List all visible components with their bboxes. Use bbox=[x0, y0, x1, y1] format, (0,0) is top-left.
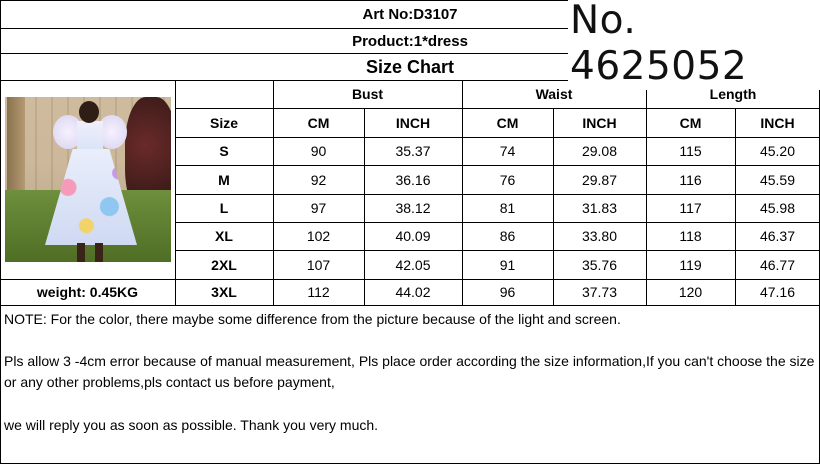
size-label: L bbox=[219, 200, 229, 216]
table-cell-waist-in: 33.80 bbox=[581, 228, 618, 244]
note-reply: we will reply you as soon as possible. Thank you very much. bbox=[4, 417, 379, 433]
table-cell-waist-in: 29.87 bbox=[581, 171, 618, 188]
table-cell-bust-cm: 92 bbox=[310, 171, 327, 188]
table-cell-length-cm: 117 bbox=[679, 200, 702, 216]
table-cell-waist-cm: 86 bbox=[499, 228, 516, 244]
table-cell-bust-cm: 112 bbox=[307, 284, 330, 300]
table-cell-waist-in: 29.08 bbox=[581, 143, 618, 159]
header-unit-cm: CM bbox=[679, 114, 702, 131]
table-cell-bust-cm: 107 bbox=[306, 256, 331, 273]
header-unit-inch: INCH bbox=[395, 114, 431, 131]
header-bust: Bust bbox=[351, 86, 384, 102]
product-description: Product:1*dress bbox=[352, 32, 468, 50]
product-photo bbox=[5, 97, 171, 262]
note-measurement: Pls allow 3 -4cm error because of manual measurement, Pls place order according the size information,If you can't choose the size or any other problems,pls contact us before payment, bbox=[4, 353, 815, 390]
table-cell-bust-in: 36.16 bbox=[395, 171, 431, 188]
table-cell-length-in: 46.77 bbox=[759, 256, 796, 273]
table-cell-bust-in: 40.09 bbox=[395, 228, 431, 244]
weight-label: weight: 0.45KG bbox=[36, 284, 139, 300]
table-cell-waist-cm: 96 bbox=[499, 284, 516, 300]
header-unit-inch: INCH bbox=[760, 114, 795, 131]
size-chart-title: Size Chart bbox=[365, 56, 455, 77]
header-unit-cm: CM bbox=[307, 114, 330, 131]
table-cell-bust-cm: 97 bbox=[310, 200, 327, 216]
header-length: Length bbox=[709, 86, 757, 102]
table-cell-waist-in: 31.83 bbox=[581, 200, 618, 216]
size-label: 3XL bbox=[211, 284, 237, 300]
table-cell-waist-cm: 76 bbox=[499, 171, 516, 188]
table-cell-length-cm: 116 bbox=[679, 171, 702, 188]
table-cell-bust-in: 44.02 bbox=[395, 284, 431, 300]
table-cell-waist-cm: 81 bbox=[499, 200, 516, 216]
table-cell-length-in: 45.59 bbox=[759, 171, 796, 188]
table-cell-length-cm: 115 bbox=[679, 143, 702, 159]
header-unit-inch: INCH bbox=[582, 114, 617, 131]
table-cell-waist-cm: 74 bbox=[499, 143, 516, 159]
header-waist: Waist bbox=[535, 86, 573, 102]
table-cell-bust-in: 38.12 bbox=[395, 200, 431, 216]
size-label: M bbox=[218, 171, 230, 188]
header-unit-cm: CM bbox=[496, 114, 519, 131]
table-cell-length-in: 46.37 bbox=[759, 228, 796, 244]
table-cell-waist-in: 37.73 bbox=[581, 284, 618, 300]
table-cell-length-cm: 119 bbox=[679, 256, 702, 273]
art-number: Art No:D3107 bbox=[362, 5, 458, 23]
table-cell-length-in: 45.98 bbox=[759, 200, 796, 216]
header-size: Size bbox=[209, 114, 238, 131]
size-label: XL bbox=[215, 228, 233, 244]
size-label: 2XL bbox=[211, 256, 237, 273]
table-cell-length-in: 45.20 bbox=[759, 143, 796, 159]
table-cell-waist-cm: 91 bbox=[499, 256, 516, 273]
table-cell-bust-cm: 90 bbox=[310, 143, 327, 159]
table-cell-waist-in: 35.76 bbox=[581, 256, 618, 273]
table-cell-length-in: 47.16 bbox=[759, 284, 796, 300]
size-label: S bbox=[219, 143, 229, 159]
table-cell-bust-in: 42.05 bbox=[395, 256, 431, 273]
table-cell-length-cm: 120 bbox=[678, 284, 703, 300]
table-cell-bust-cm: 102 bbox=[306, 228, 331, 244]
table-cell-length-cm: 118 bbox=[679, 228, 702, 244]
stamp-number: No. 4625052 bbox=[568, 0, 820, 90]
table-cell-bust-in: 35.37 bbox=[395, 143, 431, 159]
note-color: NOTE: For the color, there maybe some difference from the picture because of the light and screen. bbox=[4, 311, 621, 327]
